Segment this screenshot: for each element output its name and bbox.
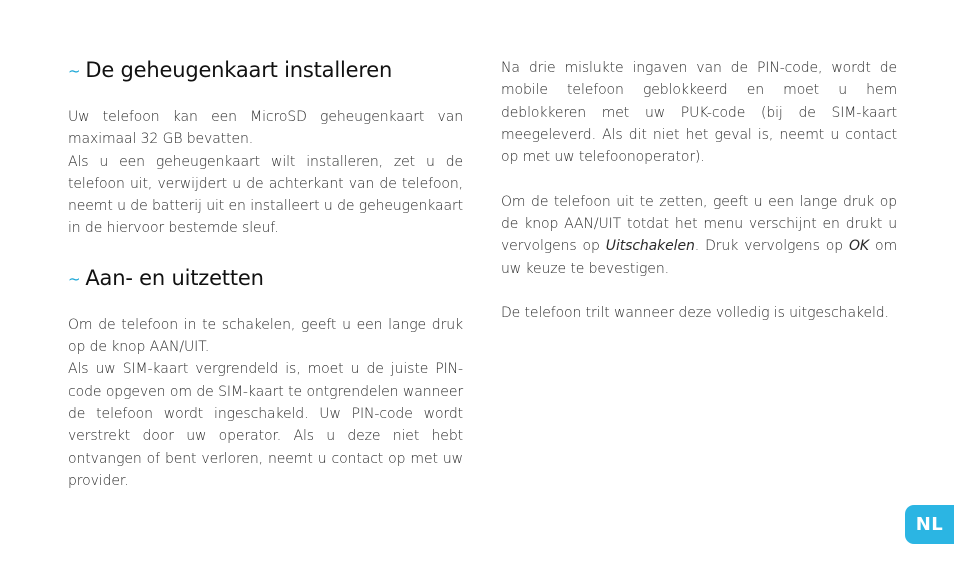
heading-text: De geheugenkaart installeren <box>85 58 393 82</box>
text-run: . Druk vervolgens op <box>694 238 849 255</box>
menu-option-ok: OK <box>849 238 870 255</box>
paragraph-gap <box>501 280 897 302</box>
language-badge: NL <box>905 505 954 544</box>
menu-option-uitschakelen: Uitschakelen <box>605 238 695 255</box>
paragraph-gap <box>501 168 897 190</box>
paragraph-memory-card-install: Als u een geheugenkaart wilt installeren, zet u de telefoon uit, verwijdert u de achterkant van de telefoon, neemt u de batterij uit en installeert u de geheugenkaart in de hiervoor bestemde sleuf. <box>68 153 463 237</box>
tilde-marker: ~ <box>68 62 81 80</box>
paragraph-puk-code: Na drie mislukte ingaven van de PIN-code, wordt de mobile telefoon geblokkeerd en moet u hem deblokkeren met uw PUK-code (bij de SIM-kaart meegeleverd. Als dit niet het geval is, neemt u contact op met uw telefoonoperator). <box>501 60 897 166</box>
heading-text: Aan- en uitzetten <box>85 265 264 290</box>
tilde-marker: ~ <box>68 269 81 288</box>
paragraph-power-on: Om de telefoon in te schakelen, geeft u een lange druk op de knop AAN/UIT. <box>68 316 463 356</box>
paragraph-memory-card-capacity: Uw telefoon kan een MicroSD geheugenkaart van maximaal 32 GB bevatten. <box>68 109 463 148</box>
text-run: Om de telefoon uit te zetten, geeft u een lange druk op de knop AAN/UIT totdat het menu verschijnt en drukt u vervolgens op <box>501 193 897 255</box>
section-heading-install-memory-card <box>68 56 463 86</box>
paragraph-power-off <box>501 191 897 280</box>
section-heading-power-on-off <box>68 264 463 294</box>
paragraph-sim-pin: Als uw SIM-kaart vergrendeld is, moet u de juiste PIN-code opgeven om de SIM-kaart te ontgrendelen wanneer de telefoon wordt ingeschakeld. Uw PIN-code wordt verstrekt door uw operator. Als u deze niet hebt ontvangen of bent verloren, neemt u contact op met uw provider. <box>68 361 463 489</box>
paragraph-vibrate: De telefoon trilt wanneer deze volledig is uitgeschakeld. <box>501 305 889 322</box>
text-run: om uw keuze te bevestigen. <box>501 238 898 277</box>
left-column <box>68 56 463 492</box>
right-column <box>501 56 897 325</box>
